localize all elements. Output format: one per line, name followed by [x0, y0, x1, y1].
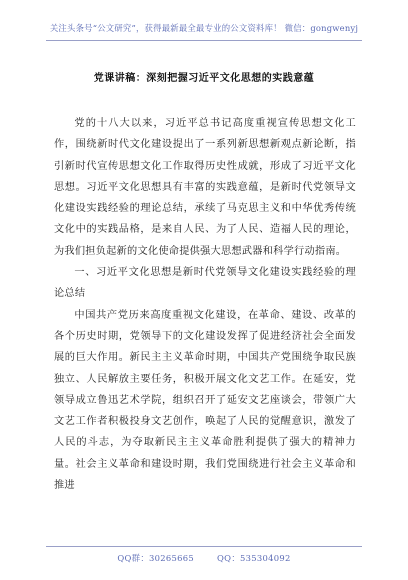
header-text: 关注头条号“公文研究”，获得最新最全最专业的公文资料库！ 微信：gongwenyj [49, 23, 359, 33]
section-heading-1: 一、习近平文化思想是新时代党领导文化建设实践经验的理论总结 [54, 267, 356, 300]
footer-qq-group: QQ群：30265665 [117, 553, 195, 563]
footer-qq: QQ：535304092 [217, 553, 291, 563]
page-footer [46, 546, 362, 564]
page-header [46, 22, 362, 41]
paragraph-history: 中国共产党历来高度重视文化建设，在革命、建设、改革的各个历史时期，党领导下的文化建设发挥了促进经济社会全面发展的巨大作用。新民主主义革命时期，中国共产党围绕争取民族独立、人民解放主要任务，积极开展文化文艺工作。在延安，党领导成立鲁迅艺术学院，组织召开了延安文艺座谈会，带领广大文艺工作者积极投身文艺创作，唤起了人民的觉醒意识，激发了人民的斗志，为夺取新民主主义革命胜利提供了强大的精神力量。社会主义革命和建设时期，我们党围绕进行社会主义革命和推进 [54, 309, 356, 492]
document-body [54, 113, 356, 496]
document-title: 党课讲稿：深刻把握习近平文化思想的实践意蕴 [93, 73, 315, 84]
paragraph-intro: 党的十八大以来，习近平总书记高度重视宣传思想文化工作，围绕新时代文化建设提出了一系列新思想新观点新论断，指引新时代宣传思想文化工作取得历史性成就，形成了习近平文化思想。习近平文化思想具有丰富的实践意蕴，是新时代党领导文化建设实践经验的理论总结，承续了马克思主义和中华优秀传统文化中的实践品格，是来自人民、为了人民、造福人民的理论，为我们担负起新的文化使命提供强大思想武器和科学行动指南。 [54, 118, 356, 257]
